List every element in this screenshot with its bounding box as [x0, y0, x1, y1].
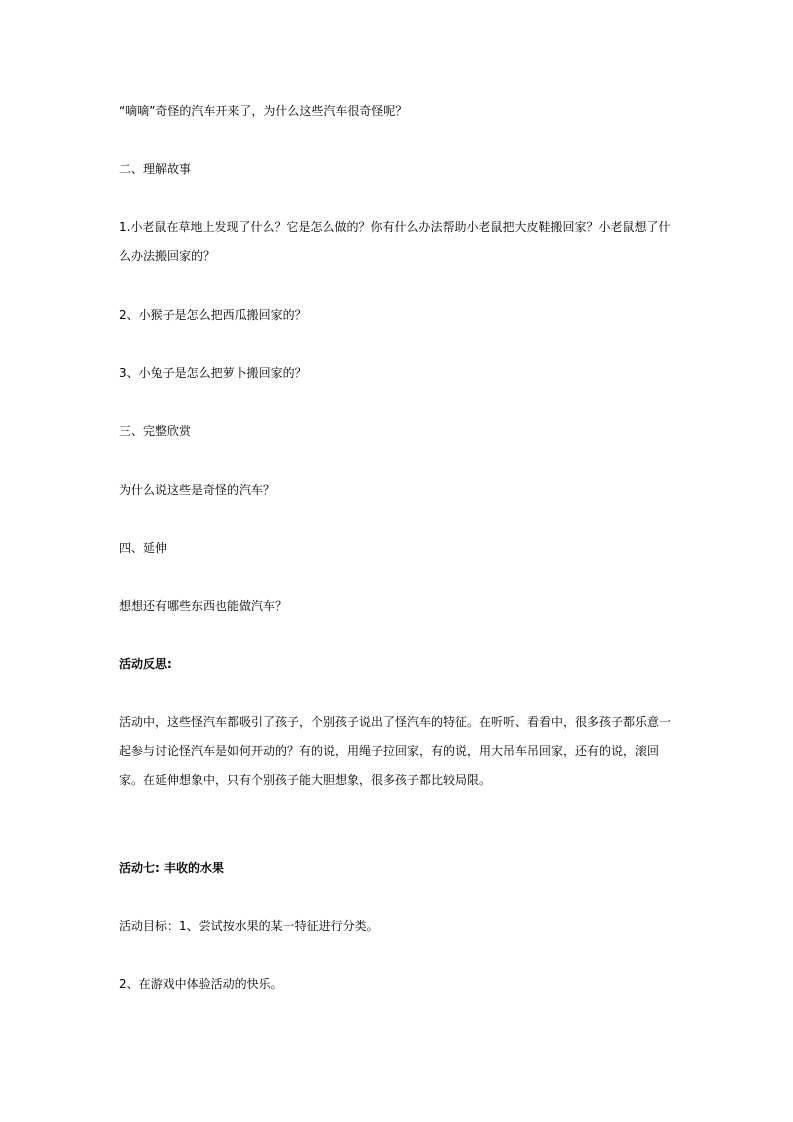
- reflection-paragraph: 活动中，这些怪汽车都吸引了孩子，个别孩子说出了怪汽车的特征。在听听、看看中，很多孩子都乐意一起参与讨论怪汽车是如何开动的？有的说，用绳子拉回家，有的说，用大吊车吊回家，还有的说，滚回家。在延伸想象中，只有个别孩子能大胆想象，很多孩子都比较局限。: [119, 715, 672, 787]
- question-2: 2、小猴子是怎么把西瓜搬回家的？: [119, 308, 307, 322]
- activity-goal-2: 2、在游戏中体验活动的快乐。: [119, 977, 283, 991]
- section-heading-extend: 四、延伸: [119, 541, 168, 555]
- activity-seven-title: 活动七: 丰收的水果: [119, 861, 224, 875]
- section-heading-appreciate: 三、完整欣赏: [119, 424, 192, 438]
- intro-question: “嘀嘀”奇怪的汽车开来了，为什么这些汽车很奇怪呢？: [119, 104, 408, 118]
- appreciate-question: 为什么说这些是奇怪的汽车？: [119, 483, 276, 497]
- question-3: 3、小兔子是怎么把萝卜搬回家的？: [119, 366, 307, 380]
- question-1: 1.小老鼠在草地上发现了什么？它是怎么做的？你有什么办法帮助小老鼠把大皮鞋搬回家？小老鼠想了什么办法搬回家的？: [119, 220, 671, 263]
- section-heading-understand-story: 二、理解故事: [119, 162, 192, 176]
- activity-goal-1: 活动目标：1、尝试按水果的某一特征进行分类。: [119, 919, 379, 933]
- extend-question: 想想还有哪些东西也能做汽车？: [119, 599, 288, 613]
- reflection-heading: 活动反思:: [119, 657, 172, 671]
